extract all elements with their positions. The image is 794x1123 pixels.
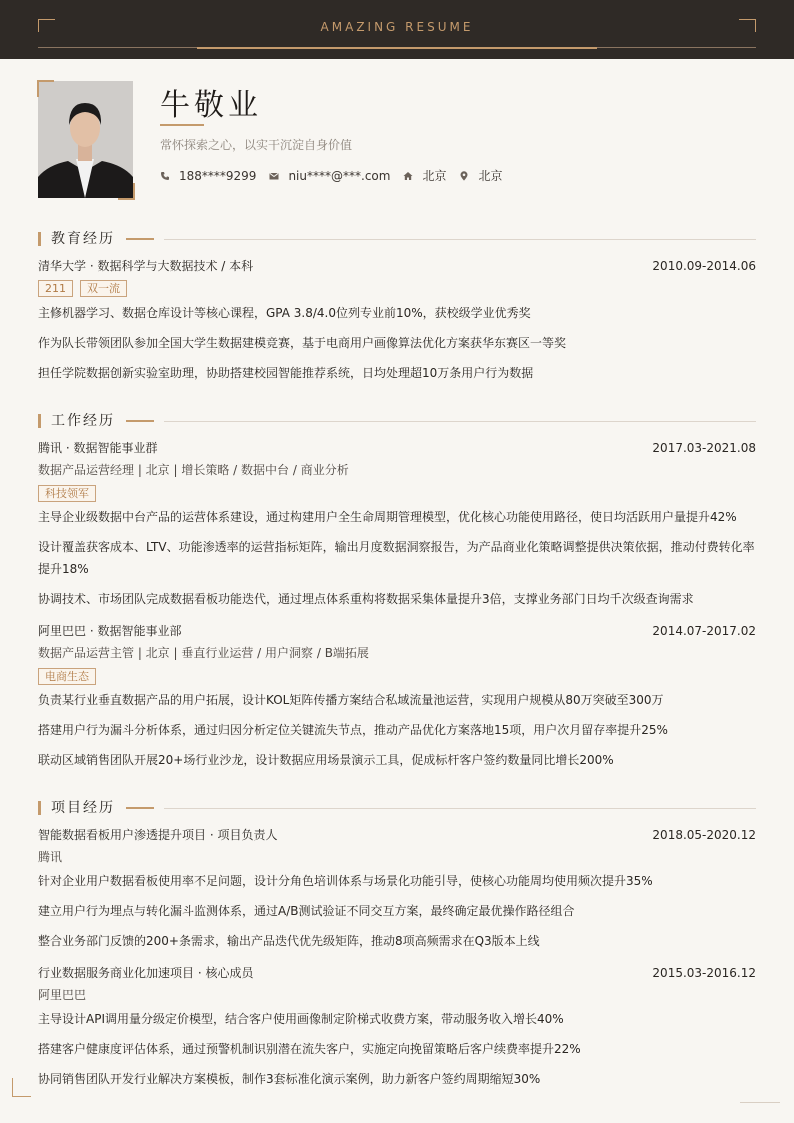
home-icon	[403, 171, 413, 181]
tag-badge: 科技领军	[38, 485, 96, 502]
section-dash	[126, 238, 154, 240]
contact-home	[403, 167, 446, 184]
job-bullet: 设计覆盖获客成本、LTV、功能渗透率的运营指标矩阵，输出月度数据洞察报告，为产品商业化策略调整提供决策依据，推动付费转化率提升18%	[38, 540, 755, 576]
project-bullet: 建立用户行为埋点与转化漏斗监测体系，通过A/B测试验证不同交互方案，最终确定最优操作路径组合	[38, 904, 575, 918]
job-company: 腾讯 · 数据智能事业群	[38, 441, 158, 455]
job-bullet: 主导企业级数据中台产品的运营体系建设，通过构建用户全生命周期管理模型，优化核心功能使用路径，使日均活跃用户量提升42%	[38, 510, 737, 524]
tag-badge: 双一流	[80, 280, 127, 297]
section-rule	[164, 808, 756, 809]
section-projects-title	[38, 800, 756, 816]
project-name: 智能数据看板用户渗透提升项目 · 项目负责人	[38, 828, 278, 842]
project-bullet: 搭建客户健康度评估体系，通过预警机制识别潜在流失客户，实施定向挽留策略后客户续费率提升22%	[38, 1042, 581, 1056]
person-portrait-icon	[38, 81, 133, 198]
section-bar	[38, 801, 41, 815]
section-rule	[164, 239, 756, 240]
section-bar	[38, 414, 41, 428]
section-bar	[38, 232, 41, 246]
project-bullet: 针对企业用户数据看板使用率不足问题，设计分角色培训体系与场景化功能引导，使核心功能周均使用频次提升35%	[38, 874, 653, 888]
education-bullet: 担任学院数据创新实验室助理，协助搭建校园智能推荐系统，日均处理超10万条用户行为数据	[38, 366, 534, 380]
location-text: 北京	[478, 169, 503, 183]
header-accent-line	[197, 47, 597, 49]
section-title-text: 教育经历	[51, 231, 115, 247]
home-text: 北京	[422, 169, 447, 183]
email-text: niu****@***.com	[288, 168, 391, 183]
job-bullet: 联动区域销售团队开展20+场行业沙龙，设计数据应用场景演示工具，促成标杆客户签约数量同比增长200%	[38, 753, 614, 767]
job-company: 阿里巴巴 · 数据智能事业部	[38, 624, 182, 638]
phone-text: 188****9299	[179, 168, 257, 183]
location-pin-icon	[459, 171, 469, 181]
name-underline	[160, 124, 204, 126]
project-name: 行业数据服务商业化加速项目 · 核心成员	[38, 966, 254, 980]
section-dash	[126, 807, 154, 809]
section-title-text: 工作经历	[51, 413, 115, 429]
profile-photo	[38, 81, 133, 198]
contact-phone	[160, 169, 256, 183]
project-org: 阿里巴巴	[38, 988, 87, 1002]
header-bar	[0, 0, 794, 59]
corner-ornament	[12, 1078, 31, 1097]
project-bullet: 整合业务部门反馈的200+条需求，输出产品迭代优先级矩阵，推动8项高频需求在Q3版本上线	[38, 934, 540, 948]
job-bullet: 协调技术、市场团队完成数据看板功能迭代，通过埋点体系重构将数据采集体量提升3倍，支撑业务部门日均千次级查询需求	[38, 592, 694, 606]
photo-corner-mark	[118, 183, 135, 200]
education-date: 2010.09-2014.06	[652, 259, 756, 273]
project-bullet: 主导设计API调用量分级定价模型，结合客户使用画像制定阶梯式收费方案，带动服务收入增长40%	[38, 1012, 564, 1026]
mail-icon	[269, 171, 279, 181]
contact-email	[269, 169, 390, 183]
section-education-title	[38, 231, 756, 247]
job-bullet: 搭建用户行为漏斗分析体系，通过归因分析定位关键流失节点，推动产品优化方案落地15项，用户次月留存率提升25%	[38, 723, 668, 737]
job-bullet: 负责某行业垂直数据产品的用户拓展，设计KOL矩阵传播方案结合私域流量池运营，实现用户规模从80万突破至300万	[38, 693, 664, 707]
project-date: 2018.05-2020.12	[652, 828, 756, 842]
footer-line	[740, 1102, 780, 1103]
education-bullet: 作为队长带领团队参加全国大学生数据建模竞赛，基于电商用户画像算法优化方案获华东赛区一等奖	[38, 336, 567, 350]
contact-location	[459, 167, 502, 184]
profile-name: 牛敬业	[160, 88, 262, 123]
job-role: 数据产品运营主管 | 北京 | 垂直行业运营 / 用户洞察 / B端拓展	[38, 646, 369, 660]
contact-row	[160, 167, 515, 184]
section-title-text: 项目经历	[51, 800, 115, 816]
header-brand: AMAZING RESUME	[320, 20, 474, 34]
phone-icon	[160, 171, 170, 181]
profile-motto: 常怀探索之心，以实干沉淀自身价值	[160, 138, 353, 152]
section-dash	[126, 420, 154, 422]
job-date: 2014.07-2017.02	[652, 624, 756, 638]
education-bullet: 主修机器学习、数据仓库设计等核心课程，GPA 3.8/4.0位列专业前10%，获校级学业优秀奖	[38, 306, 531, 320]
project-org: 腾讯	[38, 850, 63, 864]
tag-badge: 电商生态	[38, 668, 96, 685]
section-work-title	[38, 413, 756, 429]
job-date: 2017.03-2021.08	[652, 441, 756, 455]
photo-corner-mark	[37, 80, 54, 97]
section-rule	[164, 421, 756, 422]
project-bullet: 协同销售团队开发行业解决方案模板，制作3套标准化演示案例，助力新客户签约周期缩短30%	[38, 1072, 541, 1086]
job-role: 数据产品运营经理 | 北京 | 增长策略 / 数据中台 / 商业分析	[38, 463, 349, 477]
tag-badge: 211	[38, 280, 73, 297]
education-school: 清华大学 · 数据科学与大数据技术 / 本科	[38, 259, 254, 273]
project-date: 2015.03-2016.12	[652, 966, 756, 980]
